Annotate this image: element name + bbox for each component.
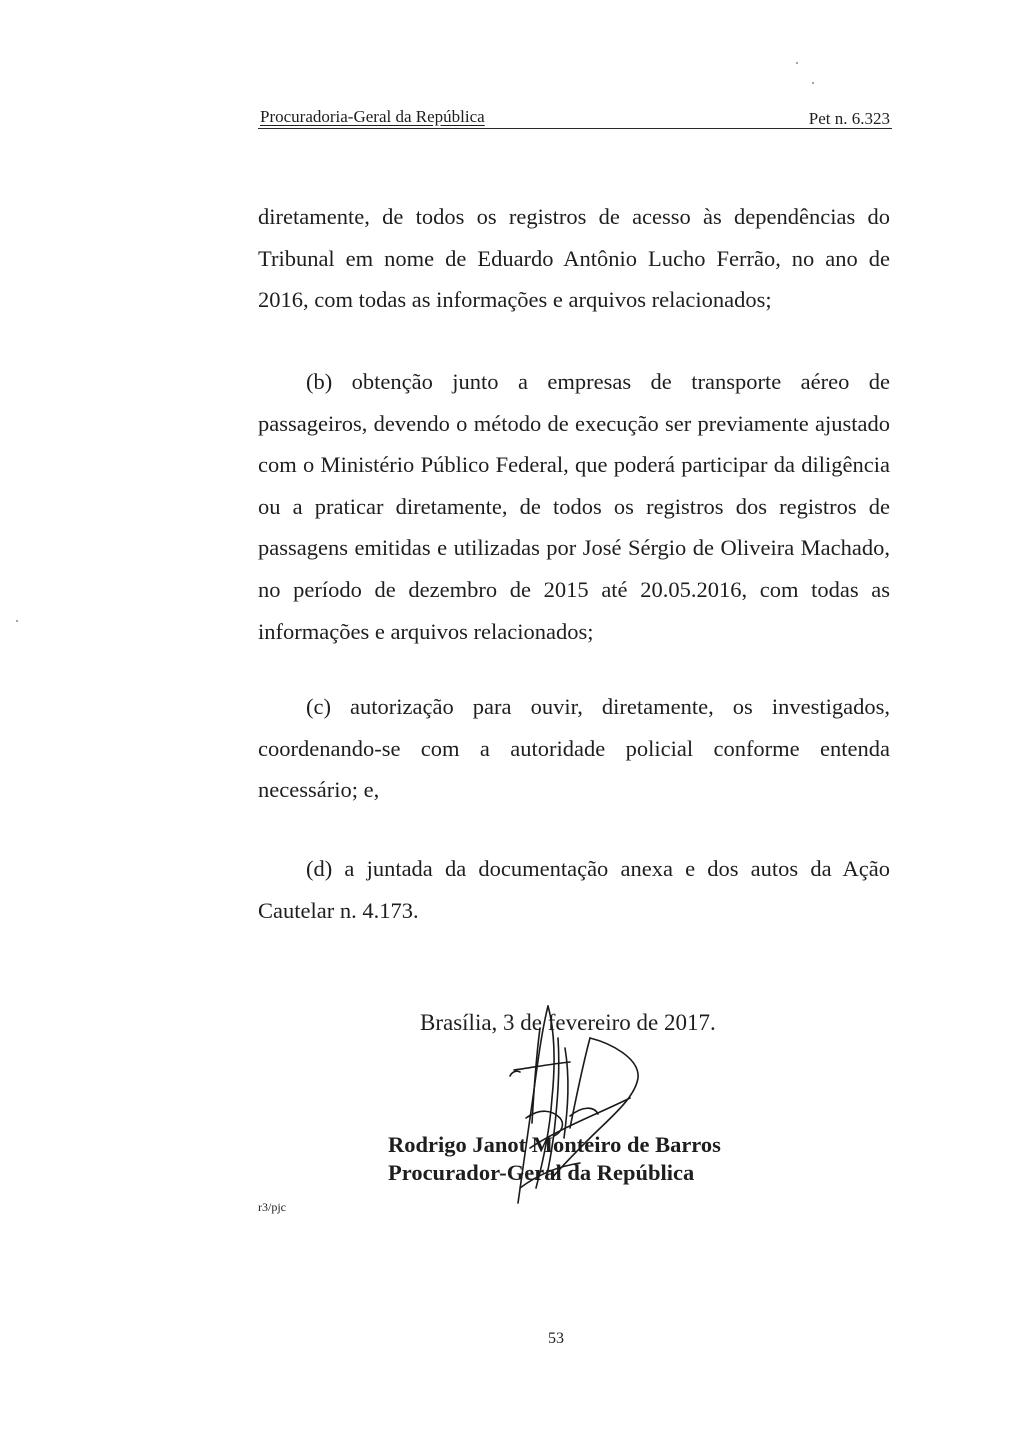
signer-title: Procurador-Geral da República bbox=[388, 1160, 695, 1185]
header-institution: Procuradoria-Geral da República bbox=[260, 107, 485, 126]
page-header bbox=[258, 106, 892, 129]
paragraph-item-d: (d) a juntada da documentação anexa e dos autos da Ação Cautelar n. 4.173. bbox=[258, 856, 890, 923]
paragraph-continued: diretamente, de todos os registros de acesso às dependências do Tribunal em nome de Eduardo Antônio Lucho Ferrão, no ano de 2016, com todas as informações e arquivos relacionados; bbox=[258, 204, 890, 313]
page-number: 53 bbox=[548, 1330, 564, 1347]
header-case-number: Pet n. 6.323 bbox=[808, 109, 890, 128]
paragraph-item-b: (b) obtenção junto a empresas de transporte aéreo de passageiros, devendo o método de execução ser previamente ajustado com o Ministério Público Federal, que poderá participar da diligência ou a praticar diretamente, de todos os registros dos registros de passagens emitidas e utilizadas por José Sérgio de Oliveira Machado, no período de dezembro de 2015 até 20.05.2016, com todas as informações e arquivos relacionados; bbox=[258, 369, 890, 644]
date-line: Brasília, 3 de fevereiro de 2017. bbox=[420, 1010, 716, 1035]
handwritten-signature bbox=[470, 998, 670, 1218]
signer-name: Rodrigo Janot Monteiro de Barros bbox=[388, 1132, 721, 1157]
typist-initials: r3/pjc bbox=[258, 1200, 286, 1214]
scan-mark bbox=[16, 620, 18, 622]
scan-mark bbox=[812, 82, 814, 84]
paragraph-item-c: (c) autorização para ouvir, diretamente, os investigados, coordenando-se com a autoridade policial conforme entenda necessário; e, bbox=[258, 694, 890, 803]
scan-mark bbox=[796, 62, 798, 64]
